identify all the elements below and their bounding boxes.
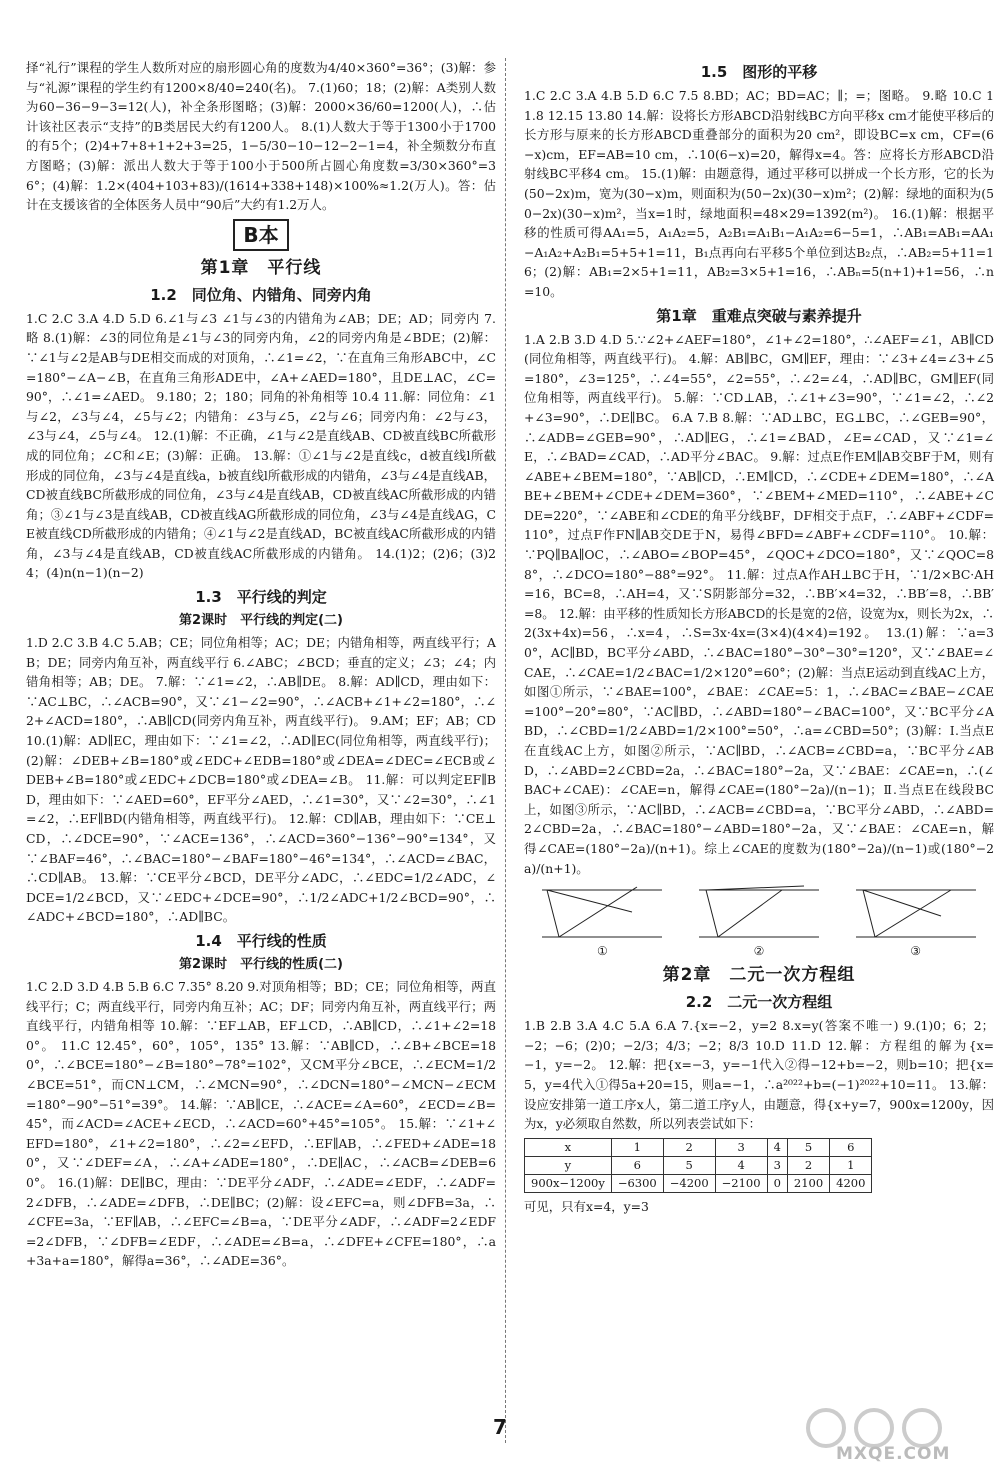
table-cell: 4200	[830, 1174, 872, 1192]
table-cell: 900x−1200y	[525, 1174, 612, 1192]
table-cell: 0	[767, 1174, 787, 1192]
table-cell: 4	[767, 1138, 787, 1156]
section-1-3-answers: 1.D 2.C 3.B 4.C 5.AB；CE；同位角相等；AC；DE；内错角相等，两直线平行；AB；DE；同旁内角互补，两直线平行 6.∠ABC；∠BCD；垂直的定义；∠3；∠4；内错角相等；AB；DE。 7.解：∵∠1=∠2，∴AB∥DE。 8.解：AD∥CD，理由如下：∵AC⊥BC，∴∠ACB=90°，又∵∠1−∠2=90°，∴∠ACB+∠1+∠2=180°，∴∠2+∠ACD=180°，∴AB∥CD(同旁内角互补，两直线平行)。 9.AM；EF；AB；CD 10.(1)解：AD∥EC，理由如下：∵∠1=∠2，∴AD∥EC(同位角相等，两直线平行)；(2)解：∠DEB+∠B=180°或∠EDC+∠EDB=180°或∠DEA=∠DEC=∠ECB或∠DEB+∠B=180°或∠EDC+∠DCB=180°或∠DEA=∠B。 11.解：可以判定EF∥BD，理由如下：∵∠AED=60°，EF平分∠AED，∴∠1=30°，又∵∠2=30°，∴∠1=∠2，∴EF∥BD(内错角相等，两直线平行)。 12.解：CD∥AB，理由如下：∵CE⊥CD，∴∠DCE=90°，∵∠ACE=136°，∴∠ACD=360°−136°−90°=134°，又∵∠BAF=46°，∴∠BAC=180°−∠BAF=180°−46°=134°，∴∠ACD=∠BAC，∴CD∥AB。 13.解：∵CE平分∠BCD，DE平分∠ADC，∴∠EDC=1/2∠ADC，∠DCE=1/2∠BCD，又∵∠EDC+∠DCE=90°，∴1/2∠ADC+1/2∠BCD=90°，∴∠ADC+∠BCD=180°，∴AD∥BC。	[26, 635, 496, 925]
chapter-2-title: 第2章 二元一次方程组	[662, 965, 856, 986]
right-column	[524, 58, 994, 1218]
chapter-1-title: 第1章 平行线	[200, 257, 322, 278]
section-1-3-lesson: 第2课时 平行线的判定(二)	[179, 613, 343, 629]
table-cell: 3	[767, 1156, 787, 1174]
section-1-5-answers: 1.C 2.C 3.A 4.B 5.D 6.C 7.5 8.BD；AC；BD=AC；∥；=；图略。 9.略 10.C 11.8 12.15 13.80 14.解：设将长方形ABCD沿射线BC方向平移x cm才能使平移后的长方形与原来的长方形ABCD重叠部分的面积为20 cm²，即设BC=x cm，CF=(6−x)cm，EF=AB=10 cm，∴10(6−x)=20，解得x=4。答：应将长方形ABCD沿射线BC平移4 cm。 15.(1)解：由题意得，通过平移可以拼成一个长方形，它的长为(50−2x)m，宽为(30−x)m，则面积为(50−2x)(30−x)m²；(2)解：绿地的面积为(50−2x)(30−x)m²，当x=1时，绿地面积=48×29=1392(m²)。 16.(1)解：根据平移的性质可得AA₁=5，A₁A₂=5，A₂B₁=A₁B₁−A₁A₂=6−5=1，∴AB₁=AB₁=AA₁−A₁A₂+A₂B₁=5+5+1=11，B₁点再向右平移5个单位到达B₂点，∴AB₂=5+11=16；(2)解：AB₁=2×5+1=11，AB₂=3×5+1=16，∴ABₙ=5(n+1)+1=56，∴n=10。	[524, 88, 994, 299]
table-cell: 6	[611, 1156, 663, 1174]
trial-table-header	[525, 1138, 872, 1156]
table-cell: 1	[611, 1138, 663, 1156]
section-1-4-title: 1.4 平行线的性质	[195, 931, 327, 950]
table-cell: y	[525, 1156, 612, 1174]
table-row	[525, 1174, 872, 1192]
page-number: 7	[493, 1415, 507, 1439]
table-cell: 3	[715, 1138, 767, 1156]
figure-3	[851, 882, 981, 958]
table-cell: −2100	[715, 1174, 767, 1192]
figure-2-diagram	[694, 882, 824, 944]
table-cell: −6300	[611, 1174, 663, 1192]
section-2-2-answers: 1.B 2.B 3.A 4.C 5.A 6.A 7.{x=−2，y=2 8.x=y(答案不唯一) 9.(1)0；6；2；−2；−6；(2)0；−2/3；4/3；−2；8/3 10.D 11.D 12.解：方程组的解为{x=−1，y=−2。 12.解：把{x=−3，y=−1代入②得−12+b=−2，则b=10；把{x=5，y=4代入①得5a+20=15，则a=−1，∴a²⁰²²+b=(−1)²⁰²²+10=11。 13.解：设应安排第一道工序x人，第二道工序y人，由题意，得{x+y=7，900x=1200y，因为x，y必须取自然数，所以列表尝试如下：	[524, 1018, 994, 1132]
left-column	[26, 58, 496, 1273]
section-1-2-answers: 1.C 2.C 3.A 4.D 5.D 6.∠1与∠3 ∠1与∠3的内错角为∠AB；DE；AD；同旁内 7.略 8.(1)解：∠3的同位角是∠1与∠3的同旁内角，∠2的同旁内角是∠BDE；(2)解：∵∠1与∠2是AB与DE相交而成的对顶角，∴∠1=∠2，∵在直角三角形ABC中，∠C=180°−∠A−∠B，在直角三角形ADE中，∠A+∠AED=180°，且DE⊥AC，∠C=90°，∴∠1=∠AED。 9.180；2；180；同角的补角相等 10.4 11.解：同位角：∠1与∠2，∠3与∠4，∠5与∠2；内错角：∠3与∠5，∠2与∠6；同旁内角：∠2与∠3，∠3与∠4，∠5与∠4。 12.(1)解：不正确，∠1与∠2是直线AB、CD被直线BC所截形成的同位角；∠C和∠E；(3)解：正确。 13.解：①∠1与∠2是直线c，d被直线l所截形成的同位角，∠3与∠4是直线a，b被直线l所截形成的内错角，∠3与∠4是直线AB，CD被直线BC所截形成的同位角，∠3与∠4是直线AB，CD被直线AC所截形成的内错角；③∠1与∠3是直线AB，CD被直线AG所截形成的同位角，∠3与∠4是直线AG，CE被直线CD所截形成的内错角；④∠1与∠2是直线AD，BC被直线AC所截形成的内错角，∠3与∠4是直线AB，CD被直线AC所截形成的内错角。 14.(1)2；(2)6；(3)24；(4)n(n−1)(n−2)	[26, 310, 496, 581]
table-row	[525, 1156, 872, 1174]
table-cell: 2100	[787, 1174, 829, 1192]
figure-2	[694, 882, 824, 958]
figure-1-caption: ①	[596, 944, 608, 959]
section-1-4-answers: 1.C 2.D 3.D 4.B 5.B 6.C 7.35° 8.20 9.对顶角相等；BD；CE；同位角相等，两直线平行；C；两直线平行，同旁内角互补；AC；DF；同旁内角互补，两直线平行；两直线平行，内错角相等 10.解：∵EF⊥AB，EF⊥CD，∴AB∥CD，∴∠1+∠2=180°。 11.C 12.45°，60°，105°，135° 13.解：∵AB∥CD，∴∠B+∠BCE=180°，∴∠BCE=180°−∠B=180°−78°=102°，又CM平分∠BCE，∴∠ECM=1/2∠BCE=51°，而CN⊥CM，∴∠MCN=90°，∴∠DCN=180°−∠MCN−∠ECM=180°−90°−51°=39°。 14.解：∵AB∥CE，∴∠ACE=∠A=60°，∠ECD=∠B=45°，而∠ACD=∠ACE+∠ECD，∴∠ACD=60°+45°=105°。 15.解：∵∠1+∠EFD=180°，∠1+∠2=180°，∴∠2=∠EFD，∴EF∥AB，∴∠FED+∠ADE=180°，又∵∠DEF=∠A，∴∠A+∠ADE=180°，∴DE∥AC，∴∠ACB=∠DEB=60°。 16.(1)解：DE∥BC，理由：∵DE平分∠ADF，∴∠ADE=∠EDF，∴∠ADF=2∠DFB，∴∠ADE=∠DFB，∴DE∥BC；(2)解：设∠EFC=a，则∠DFB=3a，∴∠CFE=3a，∵EF∥AB，∴∠EFC=∠B=a，∵DE平分∠ADF，∴∠ADF=2∠EDF=2∠DFB，∵∠DFB=∠EDF，∴∠ADE=∠B=a，∴∠DFE+∠CFE=180°，∴a+3a+a=180°，解得a=36°，∴∠ADE=36°。	[26, 978, 496, 1269]
watermark-text: MXQE.COM	[836, 1444, 951, 1464]
intro-paragraph: 择“礼行”课程的学生人数所对应的扇形圆心角的度数为4/40×360°=36°；(3)解：参与“礼源”课程的学生约有1200×8/40=240(名)。 7.(1)60；18；(2)解：A类别人数为60−36−9−3=12(人)，补全条形图略；(3)解：2000×36/60=1200(人)，∴估计该社区表示“支持”的B类居民大约有1200人。 8.(1)人数大于等于1300小于1700的有5个；(2)4+7+8+1+2+3=25，1−5/30−10−12−2−1=4，补全频数分布直方图略；(3)解：派出人数大于等于100小于500所占圆心角度数=3/30×360°=36°；(4)解：1.2×(404+103+83)/(1614+338+148)×100%≈1.2(万人)。答：估计在支援该省的全体医务人员中“90后”大约有1.2万人。	[26, 60, 496, 213]
table-cell: −4200	[663, 1174, 715, 1192]
review-title: 第1章 重难点突破与素养提升	[656, 306, 862, 325]
figure-1	[537, 882, 667, 958]
section-1-2-title: 1.2 同位角、内错角、同旁内角	[150, 285, 372, 304]
figure-3-caption: ③	[910, 944, 922, 959]
table-cell: 1	[830, 1156, 872, 1174]
geometry-figures	[524, 882, 994, 958]
section-1-5-title: 1.5 图形的平移	[700, 63, 818, 81]
section-1-4-lesson: 第2课时 平行线的性质(二)	[179, 956, 343, 972]
trial-table	[524, 1138, 872, 1193]
section-1-3-title: 1.3 平行线的判定	[195, 588, 327, 607]
table-cell: x	[525, 1138, 612, 1156]
table-cell: 2	[787, 1156, 829, 1174]
table-cell: 5	[663, 1156, 715, 1174]
table-cell: 4	[715, 1156, 767, 1174]
table-cell: 6	[830, 1138, 872, 1156]
table-cell: 2	[663, 1138, 715, 1156]
figure-1-diagram	[537, 882, 667, 944]
section-2-2-conclusion: 可见，只有x=4，y=3	[524, 1198, 649, 1214]
book-label: B本	[26, 219, 496, 251]
section-2-2-title: 2.2 二元一次方程组	[685, 993, 833, 1012]
review-answers: 1.A 2.B 3.D 4.D 5.∵∠2+∠AEF=180°，∠1+∠2=180°，∴∠AEF=∠1，AB∥CD(同位角相等，两直线平行)。 4.解：AB∥BC，GM∥EF，理由：∵∠3+∠4=∠3+∠5=180°，∠3=125°，∴∠4=55°，∠2=55°，∴∠2=∠4，∴AD∥BC，GM∥EF(同位角相等，两直线平行)。 5.解：∵CD⊥AB，∴∠1+∠3=90°，∵∠1=∠2，∴∠2+∠3=90°，∴DE∥BC。 6.A 7.B 8.解：∵AD⊥BC，EG⊥BC，∴∠GEB=90°，∴∠ADB=∠GEB=90°，∴AD∥EG，∴∠1=∠BAD，∠E=∠CAD，又∵∠1=∠E，∴∠BAD=∠CAD，∴AD平分∠BAC。 9.解：过点E作EM∥AB交BF于M，则有∠ABE+∠BEM=180°，∵AB∥CD，∴EM∥CD，∴∠CDE+∠DEM=180°，∴∠ABE+∠BEM+∠CDE+∠DEM=360°，∵∠BEM+∠MED=110°，∴∠ABE+∠CDE=220°，∵∠ABE和∠CDE的角平分线BF，DF相交于点F，∴∠ABF+∠CDF=110°，过点F作FN∥AB交DE于N，易得∠BFD=∠ABF+∠CDF=110°。 10.解：∵PQ∥BA∥OC，∴∠ABO=∠BOP=45°，∠QOC+∠DCO=180°，又∵∠QOC=88°，∴∠DCO=180°−88°=92°。 11.解：过点A作AH⊥BC于H，∵1/2×BC·AH=16，BC=8，∴AH=4，又∵S阴影部分=32，∴BB′×4=32，∴BB′=8，∴BB′=8。 12.解：由平移的性质知长方形ABCD的长是宽的2倍，设宽为x，则长为2x，∴2(3x+4x)=56，∴x=4，∴S=3x·4x=(3×4)(4×4)=192。 13.(1)解：∵a=30°，AC∥BD，BC平分∠ABD，∴∠BAC=180°−30°−30°=120°，又∵∠BAE=∠CAE，∴∠CAE=1/2∠BAC=1/2×120°=60°；(2)解：当点E运动到直线AC上方，如图①所示，∵∠BAE=100°，∠BAE：∠CAE=5：1，∴∠BAC=∠BAE−∠CAE=100°−20°=80°，∵AC∥BD，∴∠ABD=180°−∠BAC=100°，又∵BC平分∠ABD，∴∠CBD=1/2∠ABD=1/2×100°=50°，∴a=∠CBD=50°；(3)解：Ⅰ.当点E在直线AC上方，如图②所示，∵AC∥BD，∴∠ACB=∠CBD=a，∵BC平分∠ABD，∴∠ABD=2∠CBD=2a，∴∠BAC=180°−2a，又∵∠BAE：∠CAE=n，∴(∠BAC+∠CAE)：∠CAE=n，解得∠CAE=(180°−2a)/(n−1)；Ⅱ.当点E在线段BC上，如图③所示，∵AC∥BD，∴∠ACB=∠CBD=a，∵BC平分∠ABD，∴∠ABD=2∠CBD=2a，∴∠BAC=180°−∠ABD=180°−2a，又∵∠BAE：∠CAE=n，解得∠CAE=(180°−2a)/(n+1)。综上∠CAE的度数为(180°−2a)/(n−1)或(180°−2a)/(n+1)。	[524, 331, 994, 876]
column-divider	[505, 58, 506, 1443]
figure-3-diagram	[851, 882, 981, 944]
table-cell: 5	[787, 1138, 829, 1156]
figure-2-caption: ②	[753, 944, 765, 959]
